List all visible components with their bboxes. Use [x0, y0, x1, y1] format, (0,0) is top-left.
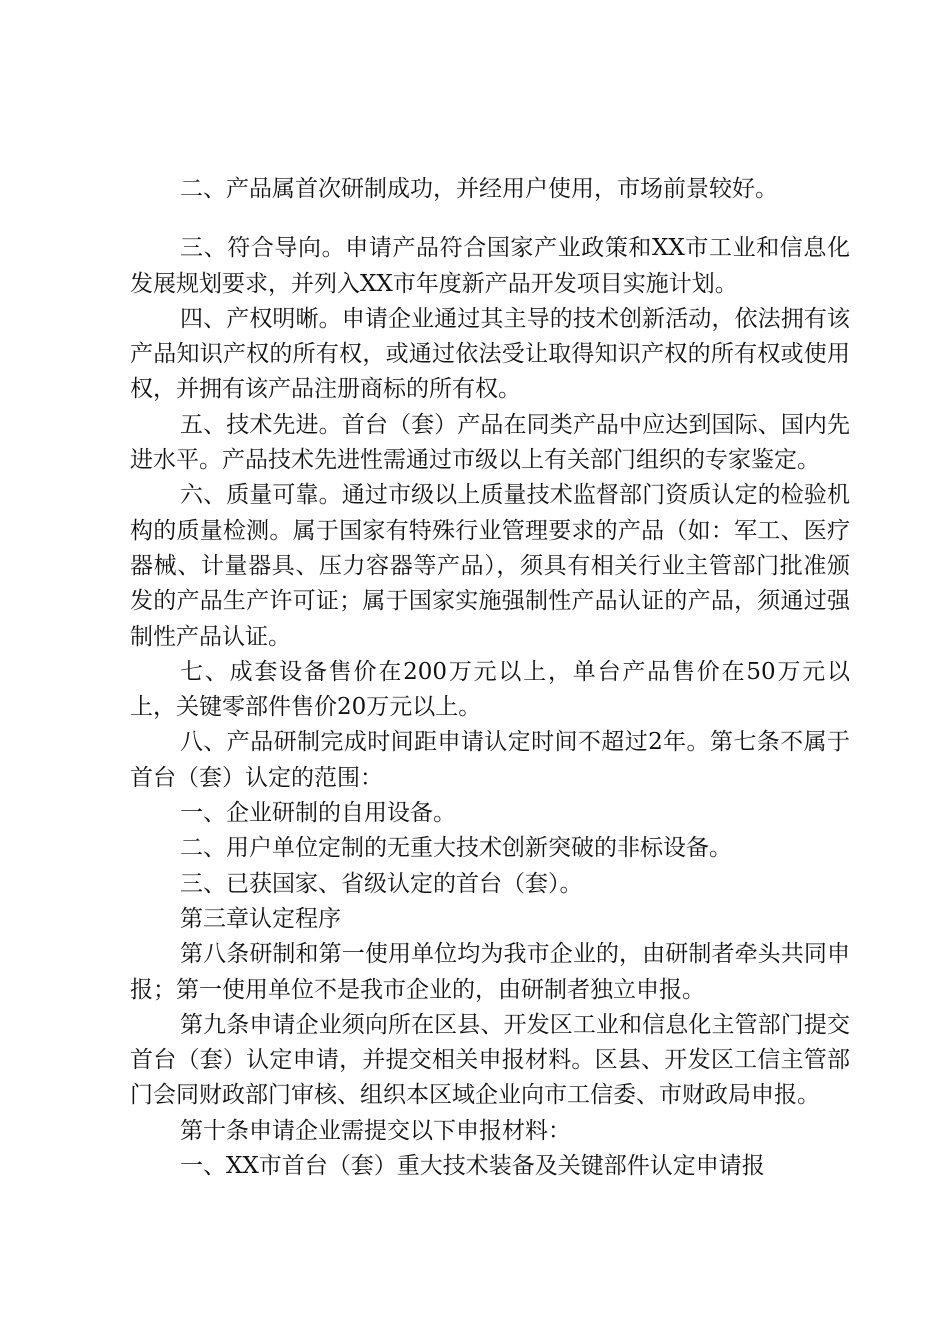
- document-body: [130, 172, 850, 1184]
- chapter-heading: 第三章认定程序: [180, 905, 341, 932]
- paragraph-exclusion-2: 二、用户单位定制的无重大技术创新突破的非标设备。: [180, 835, 732, 862]
- article-9-paragraph: 第九条申请企业须向所在区县、开发区工业和信息化主管部门提交首台（套）认定申请，并提交相关申报材料。区县、开发区工信主管部门会同财政部门审核、组织本区域企业向市工信委、市财政局申报。: [130, 1011, 850, 1109]
- paragraph-item-3-policy-guidance: 三、符合导向。申请产品符合国家产业政策和XX市工业和信息化发展规划要求，并列入XX市年度新产品开发项目实施计划。: [130, 235, 850, 297]
- paragraph-exclusion-1: 一、企业研制的自用设备。: [180, 800, 456, 827]
- paragraph-item-6-quality: 六、质量可靠。通过市级以上质量技术监督部门资质认定的检验机构的质量检测。属于国家有特殊行业管理要求的产品（如：军工、医疗器械、计量器具、压力容器等产品），须具有相关行业主管部门批准颁发的产品生产许可证；属于国家实施强制性产品认证的产品，须通过强制性产品认证。: [130, 482, 850, 650]
- article-8-paragraph: 第八条研制和第一使用单位均为我市企业的，由研制者牵头共同申报；第一使用单位不是我市企业的，由研制者独立申报。: [130, 941, 850, 1003]
- paragraph-item-8-time-limit: 八、产品研制完成时间距申请认定时间不超过2年。第七条不属于首台（套）认定的范围：: [130, 729, 850, 791]
- paragraph-exclusion-3: 三、已获国家、省级认定的首台（套）。: [180, 870, 583, 897]
- paragraph-item-2-market-prospect: 二、产品属首次研制成功，并经用户使用，市场前景较好。: [180, 176, 778, 202]
- paragraph-item-7-price: 七、成套设备售价在200万元以上，单台产品售价在50万元以上，关键零部件售价20万元以上。: [130, 658, 850, 721]
- materials-item-1: 一、XX市首台（套）重大技术装备及关键部件认定申请报: [180, 1153, 765, 1180]
- article-10-paragraph: 第十条申请企业需提交以下申报材料：: [180, 1117, 571, 1144]
- paragraph-item-4-property-rights: 四、产权明晰。申请企业通过其主导的技术创新活动，依法拥有该产品知识产权的所有权，或通过依法受让取得知识产权的所有权或使用权，并拥有该产品注册商标的所有权。: [130, 305, 850, 403]
- paragraph-item-5-technology: 五、技术先进。首台（套）产品在同类产品中应达到国际、国内先进水平。产品技术先进性需通过市级以上有关部门组织的专家鉴定。: [130, 411, 850, 474]
